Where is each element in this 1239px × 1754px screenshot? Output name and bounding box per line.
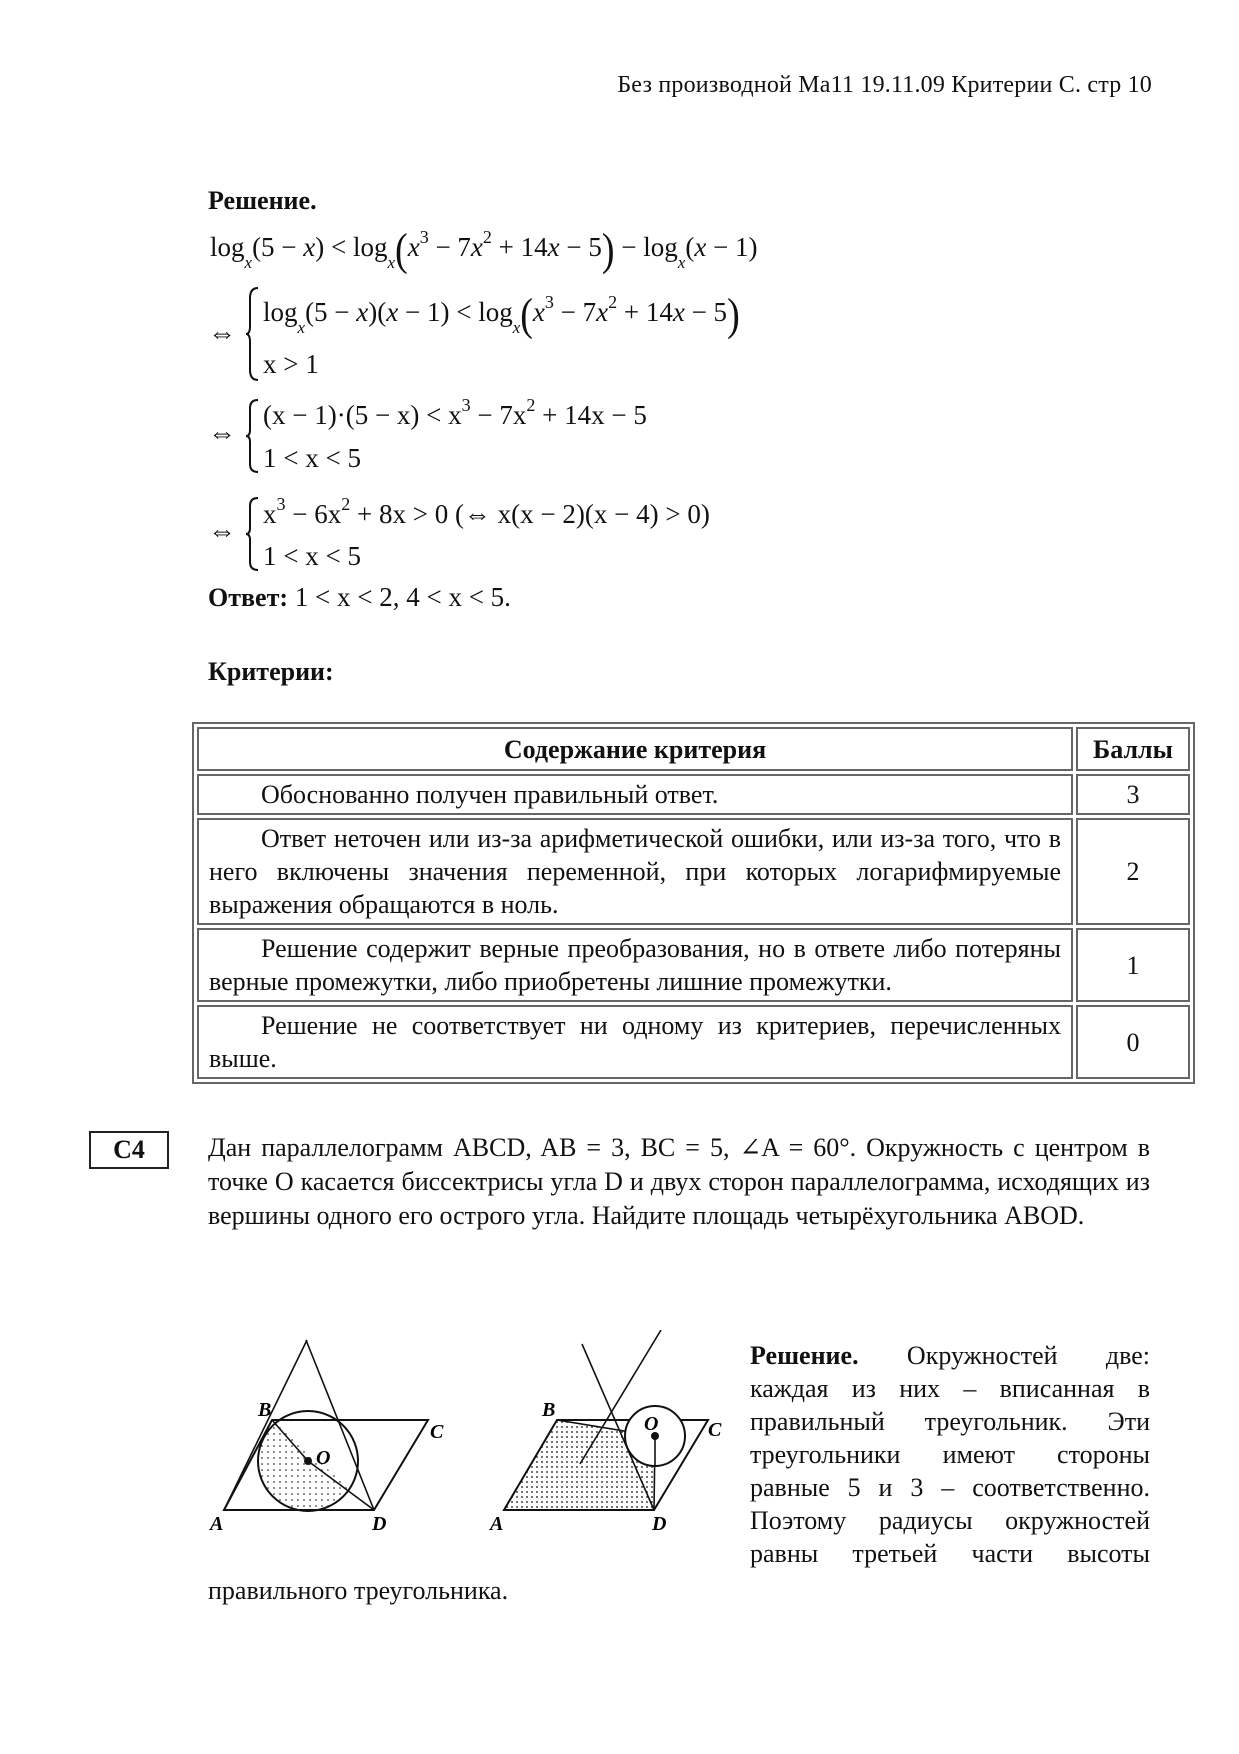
- column-header-content: Содержание критерия: [197, 727, 1073, 771]
- system-brace: [246, 398, 258, 474]
- solution-heading: Решение.: [208, 186, 317, 215]
- label-D: D: [652, 1513, 667, 1535]
- label-C: C: [430, 1421, 444, 1443]
- math-line-2: $\log_x(5 - x)(x - 1) < \log_x(x^3 - 7x^2 + 14x - 5)$: [263, 289, 740, 341]
- math-line-5: 1 < x < 5: [263, 443, 361, 473]
- math-line-3: x > 1: [263, 349, 319, 379]
- equivalence-sign: ⇔: [208, 516, 236, 547]
- table-row: [197, 1005, 1190, 1079]
- label-O: O: [644, 1413, 659, 1435]
- label-D: D: [372, 1513, 387, 1535]
- label-C: C: [708, 1419, 722, 1441]
- criterion-points: 2: [1076, 818, 1190, 925]
- system-brace: [246, 286, 258, 382]
- criterion-points: 1: [1076, 928, 1190, 1002]
- label-A: A: [490, 1513, 504, 1535]
- table-header-row: [197, 727, 1190, 771]
- label-A: A: [210, 1513, 224, 1535]
- label-B: B: [258, 1399, 272, 1421]
- math-line-4: $(x - 1)\cdot(5 - x) < x^3 - 7x^2 + 14x - 5$: [263, 395, 647, 430]
- criterion-points: 3: [1076, 774, 1190, 815]
- figure-right: [480, 1330, 730, 1540]
- column-header-points: Баллы: [1076, 727, 1190, 771]
- table-row: [197, 818, 1190, 925]
- criteria-heading: Критерии:: [208, 657, 334, 686]
- math-line-6: $x^3 - 6x^2 + 8x > 0$ (⇔ x(x − 2)(x − 4) > 0): [263, 494, 710, 529]
- answer-label: Ответ:: [208, 583, 289, 612]
- figure-left: [200, 1330, 450, 1540]
- math-line-1: $\log_x(5 - x) < \log_x(x^3 - 7x^2 + 14x - 5) - \log_x(x - 1)$: [210, 224, 758, 276]
- task-solution: [750, 1339, 1150, 1570]
- criterion-text: Решение содержит верные преобразования, но в ответе либо потеряны верные промежутки, либо приобретены лишние промежутки.: [197, 928, 1073, 1002]
- equivalence-sign: ⇔: [208, 418, 236, 449]
- answer-text: 1 < x < 2, 4 < x < 5.: [294, 582, 511, 612]
- criterion-text: Обоснованно получен правильный ответ.: [197, 774, 1073, 815]
- task-statement: Дан параллелограмм ABCD, AB = 3, BC = 5, ∠A = 60°. Окружность с центром в точке O касается биссектрисы угла D и двух сторон параллелограмма, исходящих из вершины одного его острого угла. Найдите площадь четырёхугольника ABOD.: [208, 1133, 1150, 1230]
- criterion-text: Ответ неточен или из-за арифметической ошибки, или из-за того, что в него включены значения переменной, при которых логарифмируемые выражения обращаются в ноль.: [197, 818, 1073, 925]
- task-solution-label: Решение.: [750, 1341, 859, 1370]
- task-label: С4: [89, 1131, 169, 1169]
- criterion-text: Решение не соответствует ни одному из критериев, перечисленных выше.: [197, 1005, 1073, 1079]
- system-brace: [246, 496, 258, 572]
- equivalence-sign: ⇔: [208, 318, 236, 349]
- label-O: O: [316, 1447, 331, 1469]
- label-B: B: [542, 1399, 556, 1421]
- criterion-points: 0: [1076, 1005, 1190, 1079]
- task-solution-continuation: правильного треугольника.: [208, 1576, 509, 1605]
- table-row: [197, 774, 1190, 815]
- criteria-table: [192, 722, 1195, 1084]
- table-row: [197, 928, 1190, 1002]
- page-header: Без производной Ма11 19.11.09 Критерии С. стр 10: [617, 72, 1152, 98]
- task-solution-text: Окружностей две: каждая из них – вписанная в правильный треугольник. Эти треугольники имеют стороны равные 5 и 3 – соответственно. Поэтому радиусы окружностей равны третьей части высоты: [750, 1341, 1150, 1568]
- answer: [208, 582, 511, 613]
- math-line-7: 1 < x < 5: [263, 541, 361, 571]
